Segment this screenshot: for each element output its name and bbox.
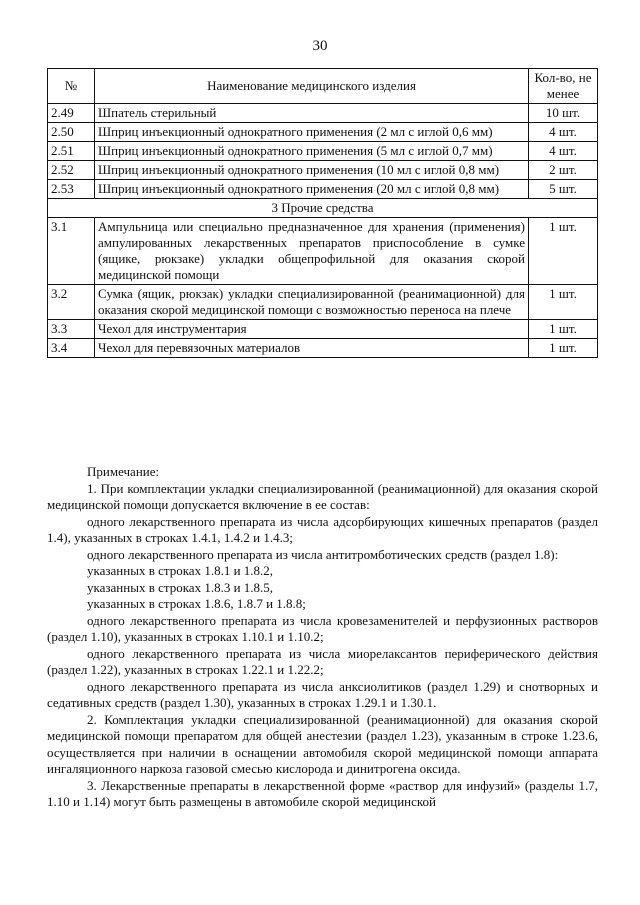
header-name: Наименование медицинского изделия bbox=[95, 69, 529, 104]
row-quantity: 1 шт. bbox=[529, 285, 598, 320]
note-1b-item-1: указанных в строках 1.8.1 и 1.8.2, bbox=[87, 563, 274, 578]
note-3: 3. Лекарственные препараты в лекарственной форме «раствор для инфузий» (разделы 1.7, 1.10 и 1.14) могут быть размещены в автомобиле скорой медицинской bbox=[47, 777, 598, 809]
row-quantity: 1 шт. bbox=[529, 320, 598, 339]
row-number: 3.3 bbox=[48, 320, 95, 339]
row-name: Шприц инъекционный однократного применения (10 мл с иглой 0,8 мм) bbox=[95, 161, 529, 180]
row-number: 3.2 bbox=[48, 285, 95, 320]
row-number: 2.50 bbox=[48, 123, 95, 142]
note-1b: одного лекарственного препарата из числа антитромботических средств (раздел 1.8): bbox=[87, 546, 559, 562]
row-name: Чехол для инструментария bbox=[95, 320, 529, 339]
note-1b-item-3: указанных в строках 1.8.6, 1.8.7 и 1.8.8; bbox=[87, 596, 306, 611]
note-1b-item-2: указанных в строках 1.8.3 и 1.8.5, bbox=[87, 579, 274, 595]
row-name: Шприц инъекционный однократного применения (5 мл с иглой 0,7 мм) bbox=[95, 142, 529, 161]
table-row bbox=[48, 180, 598, 199]
page-number: 30 bbox=[312, 38, 328, 54]
row-name: Шприц инъекционный однократного применения (2 мл с иглой 0,6 мм) bbox=[95, 123, 529, 142]
table-row bbox=[48, 218, 598, 285]
table-row bbox=[48, 320, 598, 339]
table-row bbox=[48, 339, 598, 358]
table-header-row bbox=[48, 69, 598, 104]
note-1e: одного лекарственного препарата из числа анксиолитиков (раздел 1.29) и снотворных и седативных средств (раздел 1.30), указанных в строках 1.29.1 и 1.30.1. bbox=[47, 678, 598, 710]
row-quantity: 2 шт. bbox=[529, 161, 598, 180]
table-row bbox=[48, 285, 598, 320]
row-name: Шпатель стерильный bbox=[95, 104, 529, 123]
row-quantity: 5 шт. bbox=[529, 180, 598, 199]
note-2: 2. Комплектация укладки специализированной (реанимационной) для оказания скорой медицинской помощи препаратом для общей анестезии (раздел 1.23), указанным в строке 1.23.6, осуществляется при наличии в оснащении автомобиля скорой медицинской помощи аппарата ингаляционного наркоза газовой смесью кислорода и динитрогена оксида. bbox=[47, 711, 598, 776]
row-quantity: 1 шт. bbox=[529, 218, 598, 285]
row-name: Шприц инъекционный однократного применения (20 мл с иглой 0,8 мм) bbox=[95, 180, 529, 199]
row-quantity: 1 шт. bbox=[529, 339, 598, 358]
notes-block bbox=[47, 464, 598, 811]
row-number: 3.4 bbox=[48, 339, 95, 358]
table-row bbox=[48, 123, 598, 142]
header-quantity: Кол-во, не менее bbox=[529, 69, 598, 104]
items-table bbox=[47, 68, 598, 358]
row-number: 2.51 bbox=[48, 142, 95, 161]
row-number: 2.49 bbox=[48, 104, 95, 123]
row-quantity: 4 шт. bbox=[529, 123, 598, 142]
notes-heading: Примечание: bbox=[87, 464, 160, 479]
note-1d: одного лекарственного препарата из числа миорелаксантов периферического действия (раздел 1.22), указанных в строках 1.22.1 и 1.22.2; bbox=[47, 645, 598, 677]
note-1c: одного лекарственного препарата из числа кровезаменителей и перфузионных растворов (раздел 1.10), указанных в строках 1.10.1 и 1.10.2; bbox=[47, 612, 598, 644]
section-row bbox=[48, 199, 598, 218]
header-number: № bbox=[48, 69, 95, 104]
section-title: 3 Прочие средства bbox=[48, 199, 598, 218]
row-name: Ампульница или специально предназначенное для хранения (применения) ампулированных лекарственных препаратов приспособление в сумке (ящике, рюкзаке) укладки общепрофильной для оказания скорой медицинской помощи bbox=[95, 218, 529, 285]
row-number: 2.53 bbox=[48, 180, 95, 199]
row-quantity: 4 шт. bbox=[529, 142, 598, 161]
table-row bbox=[48, 142, 598, 161]
note-1: 1. При комплектации укладки специализированной (реанимационной) для оказания скорой медицинской помощи допускается включение в ее состав: bbox=[47, 480, 598, 512]
row-number: 2.52 bbox=[48, 161, 95, 180]
row-name: Сумка (ящик, рюкзак) укладки специализированной (реанимационной) для оказания скорой медицинской помощи с возможностью переноса на плече bbox=[95, 285, 529, 320]
table-row bbox=[48, 104, 598, 123]
row-quantity: 10 шт. bbox=[529, 104, 598, 123]
table-row bbox=[48, 161, 598, 180]
row-name: Чехол для перевязочных материалов bbox=[95, 339, 529, 358]
row-number: 3.1 bbox=[48, 218, 95, 285]
note-1a: одного лекарственного препарата из числа адсорбирующих кишечных препаратов (раздел 1.4), указанных в строках 1.4.1, 1.4.2 и 1.4.3; bbox=[47, 513, 598, 545]
